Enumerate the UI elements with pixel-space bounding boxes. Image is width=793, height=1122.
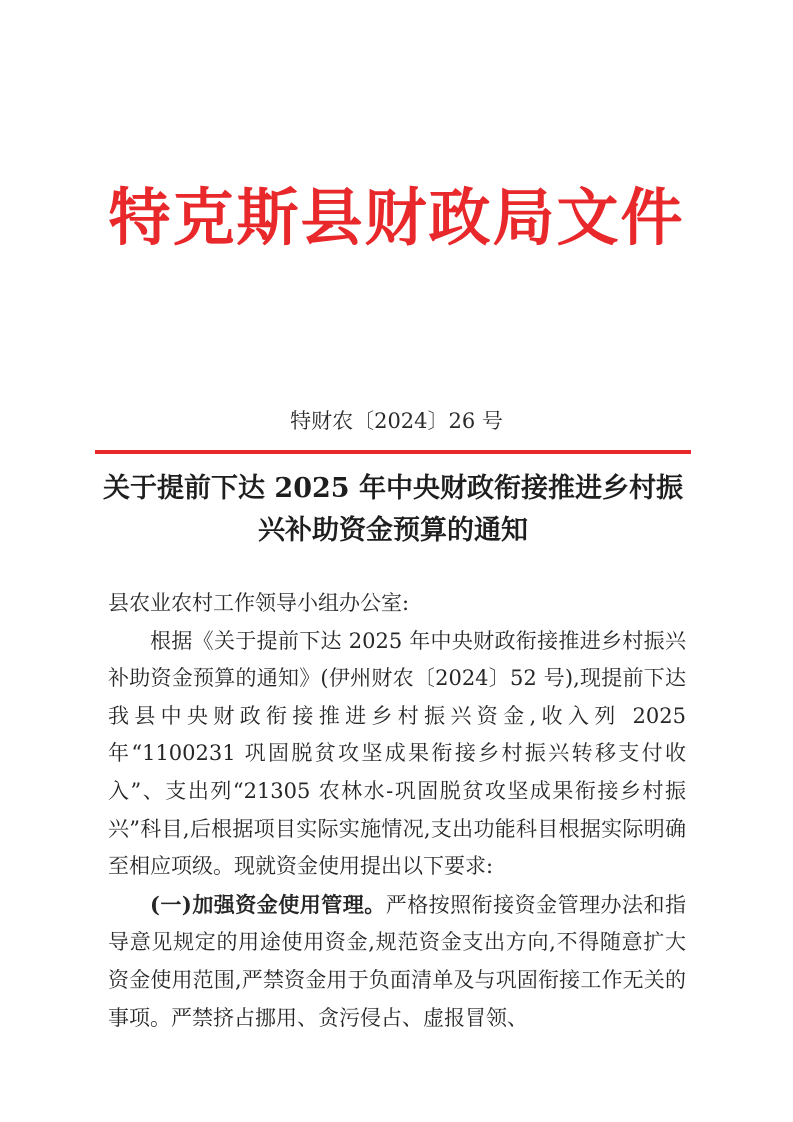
section-heading: (一)加强资金使用管理。 — [150, 891, 386, 917]
document-number: 特财农〔2024〕26 号 — [290, 409, 503, 433]
red-separator-line — [95, 450, 691, 454]
document-body — [108, 585, 686, 1037]
addressee: 县农业农村工作领导小组办公室: — [108, 591, 410, 615]
notice-title: 关于提前下达 2025 年中央财政衔接推进乡村振兴补助资金预算的通知 — [103, 473, 683, 546]
paragraph-basis: 根据《关于提前下达 2025 年中央财政衔接推进乡村振兴补助资金预算的通知》(伊州财农〔2024〕52 号),现提前下达我县中央财政衔接推进乡村振兴资金,收入列 2025 年“1100231 巩固脱贫攻坚成果衔接乡村振兴转移支付收入”、支出列“21305 农林水-巩固脱贫攻坚成果衔接乡村振兴”科目,后根据项目实际实施情况,支出功能科目根据实际明确至相应项级。现就资金使用提出以下要求: — [108, 628, 686, 879]
section-text: 严格按照衔接资金管理办法和指导意见规定的用途使用资金,规范资金支出方向,不得随意扩大资金使用范围,严禁资金用于负面清单及与巩固衔接工作无关的事项。严禁挤占挪用、贪污侵占、虚报冒领、 — [108, 892, 687, 1030]
issuing-authority-header: 特克斯县财政局文件 — [108, 181, 685, 254]
paragraph-section-1 — [108, 886, 686, 1037]
